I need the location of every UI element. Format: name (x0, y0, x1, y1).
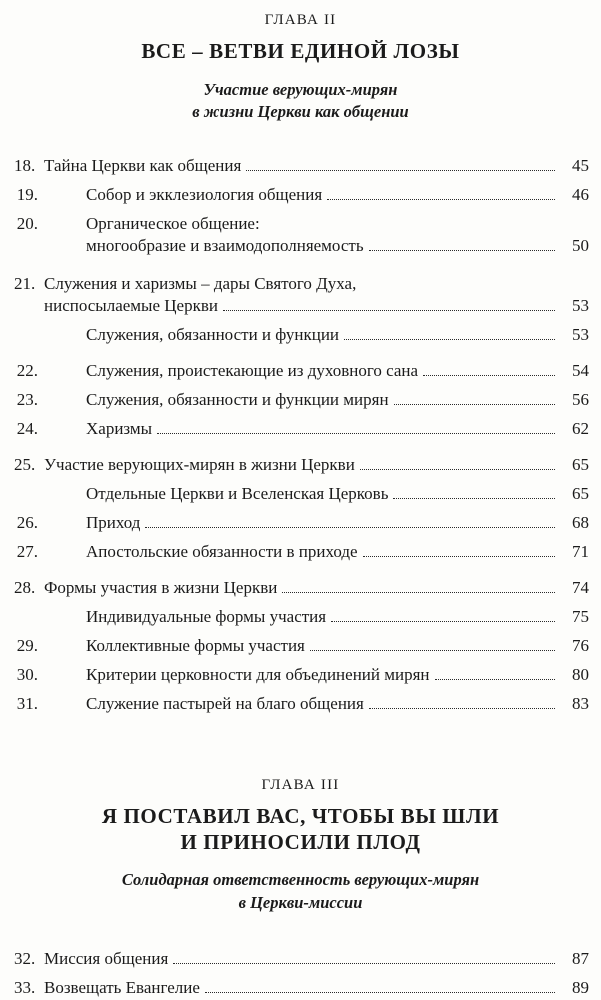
toc-entry-title-wrap (44, 514, 559, 532)
toc-entry-page: 83 (572, 694, 589, 714)
toc-leader-dots (363, 555, 555, 557)
toc-entry-number: 18. (14, 156, 36, 176)
toc-leader-dots (435, 678, 555, 680)
toc-entry-number: 20. (16, 214, 38, 234)
toc-entry-title-wrap (44, 456, 559, 474)
toc-leader-dots (393, 497, 555, 499)
toc-entry-title-wrap (44, 579, 559, 597)
toc-entry-title: Служения, обязанности и функции мирян (86, 390, 389, 410)
toc-entry[interactable] (0, 215, 601, 255)
toc-entry[interactable] (0, 362, 601, 380)
toc-leader-dots (205, 991, 555, 993)
toc-entry-title-wrap (44, 326, 559, 344)
toc-entry-page: 56 (572, 390, 589, 410)
chapter-two-label: ГЛАВА II (264, 12, 337, 28)
toc-leader-dots (360, 468, 555, 470)
toc-entry-page: 76 (572, 636, 589, 656)
toc-entry-page: 50 (572, 236, 589, 256)
toc-entry-title-wrap (44, 362, 559, 380)
toc-entry-page: 62 (572, 419, 589, 439)
toc-entry-page: 68 (572, 513, 589, 533)
toc-entry-number: 22. (16, 361, 38, 381)
toc-entry-title-wrap (44, 950, 559, 968)
chapter-two-title: ВСЕ – ВЕТВИ ЕДИНОЙ ЛОЗЫ (141, 39, 460, 63)
toc-entry-title-line2: многообразие и взаимодополняемость (86, 236, 364, 256)
toc-entry-title-line1: Органическое общение: (86, 214, 260, 234)
toc-entry[interactable] (0, 979, 601, 997)
toc-entry-number: 29. (16, 636, 38, 656)
toc-entry-title-wrap (44, 695, 559, 713)
toc-leader-dots (394, 403, 555, 405)
toc-leader-dots (173, 962, 555, 964)
toc-entry-number: 33. (14, 977, 36, 997)
toc-entry[interactable] (0, 579, 601, 597)
toc-entry-title-wrap (44, 275, 601, 315)
toc-entry-title: Коллективные формы участия (86, 636, 305, 656)
toc-entry-title: Возвещать Евангелие (44, 977, 200, 997)
chapter-three-subtitle (0, 869, 601, 914)
toc-entry-page: 80 (572, 665, 589, 685)
toc-entry[interactable] (0, 391, 601, 409)
toc-entry-number: 31. (16, 694, 38, 714)
toc-entry-page: 74 (572, 578, 589, 598)
toc-entry-title-wrap (44, 637, 559, 655)
toc-entry-number: 25. (14, 455, 36, 475)
toc-entry-title: Харизмы (86, 419, 153, 439)
toc-entry[interactable] (0, 543, 601, 561)
toc-entry-title: Участие верующих-мирян в жизни Церкви (44, 455, 355, 475)
toc-entry-number: 28. (14, 578, 36, 598)
toc-entry[interactable] (0, 950, 601, 968)
toc-entry-title-line2: ниспосылаемые Церкви (44, 296, 218, 316)
toc-entry-title-wrap (44, 186, 559, 204)
toc-entry-page: 87 (572, 948, 589, 968)
toc-leader-dots (282, 591, 555, 593)
toc-entry-number: 26. (16, 513, 38, 533)
toc-entry-page: 65 (572, 455, 589, 475)
toc-entry[interactable] (0, 186, 601, 204)
toc-entry[interactable] (0, 157, 601, 175)
toc-entry-title-wrap (44, 215, 601, 255)
chapter-three-title-line2: И ПРИНОСИЛИ ПЛОД (180, 829, 421, 854)
toc-entry-title: Критерии церковности для объединений мирян (86, 665, 430, 685)
toc-entry-title: Служения, обязанности и функции (86, 325, 340, 345)
toc-entry-title: Приход (86, 513, 141, 533)
toc-leader-dots (145, 526, 555, 528)
toc-entry-page: 71 (572, 542, 589, 562)
toc-entry-title-line2-row (86, 237, 601, 255)
toc-entry-number: 21. (14, 274, 36, 294)
toc-entry[interactable] (0, 637, 601, 655)
toc-entry-title-wrap (44, 420, 559, 438)
toc-entry-page: 65 (572, 484, 589, 504)
chapter-three-label: ГЛАВА III (261, 777, 340, 794)
chapter-two-subtitle (0, 79, 601, 124)
toc-list-chapter-two (0, 157, 601, 713)
toc-entry-title-wrap (44, 666, 559, 684)
toc-entry-title-wrap (44, 391, 559, 409)
toc-entry-title: Собор и экклезиология общения (86, 185, 323, 205)
toc-entry-title: Апостольские обязанности в приходе (86, 542, 358, 562)
toc-entry[interactable] (0, 666, 601, 684)
toc-entry-title-wrap (44, 543, 559, 561)
chapter-three-subtitle-line2: в Церкви-миссии (238, 892, 363, 912)
toc-entry-page: 45 (572, 156, 589, 176)
toc-list-chapter-three (0, 950, 601, 997)
toc-entry-title-wrap (44, 485, 559, 503)
toc-entry-number: 27. (16, 542, 38, 562)
toc-entry-title-line2-row (44, 297, 601, 315)
toc-entry-number: 23. (16, 390, 38, 410)
toc-entry-title: Индивидуальные формы участия (86, 607, 327, 627)
toc-entry[interactable] (0, 456, 601, 474)
toc-entry[interactable] (0, 485, 601, 503)
toc-entry-title-wrap (44, 157, 559, 175)
toc-leader-dots (157, 432, 555, 434)
toc-leader-dots (331, 620, 555, 622)
toc-entry[interactable] (0, 275, 601, 315)
chapter-three-title (0, 804, 601, 855)
toc-leader-dots (423, 374, 555, 376)
toc-leader-dots (310, 649, 555, 651)
toc-entry-number: 19. (16, 185, 38, 205)
toc-entry[interactable] (0, 695, 601, 713)
toc-entry-page: 46 (572, 185, 589, 205)
toc-entry-title-wrap (44, 608, 559, 626)
toc-entry-title: Служения, проистекающие из духовного сана (86, 361, 419, 381)
toc-entry-title: Тайна Церкви как общения (44, 156, 242, 176)
toc-entry-title-line1: Служения и харизмы – дары Святого Духа, (44, 274, 357, 294)
toc-entry-title: Служение пастырей на благо общения (86, 694, 364, 714)
toc-entry[interactable] (0, 326, 601, 344)
toc-entry[interactable] (0, 514, 601, 532)
toc-leader-dots (246, 169, 555, 171)
toc-entry-number: 24. (16, 419, 38, 439)
toc-entry-page: 75 (572, 607, 589, 627)
toc-entry-page: 53 (572, 325, 589, 345)
chapter-three-subtitle-line1: Солидарная ответственность верующих-мирян (121, 870, 480, 890)
section-spacer (0, 713, 601, 777)
toc-entry-page: 54 (572, 361, 589, 381)
toc-leader-dots (369, 707, 555, 709)
chapter-two-heading (0, 0, 601, 123)
chapter-two-subtitle-line1: Участие верующих-мирян (203, 79, 398, 99)
toc-leader-dots (369, 249, 555, 251)
toc-entry-number: 32. (14, 948, 36, 968)
chapter-two-subtitle-line2: в жизни Церкви как общении (192, 101, 409, 121)
toc-entry-page: 89 (572, 977, 589, 997)
toc-entry-title: Формы участия в жизни Церкви (44, 578, 278, 598)
toc-entry-number: 30. (16, 665, 38, 685)
toc-entry-title-wrap (44, 979, 559, 997)
chapter-three-title-line1: Я ПОСТАВИЛ ВАС, ЧТОБЫ ВЫ ШЛИ (101, 804, 500, 829)
toc-entry-title: Миссия общения (44, 948, 169, 968)
toc-leader-dots (344, 338, 555, 340)
toc-entry-page: 53 (572, 296, 589, 316)
toc-entry-title: Отдельные Церкви и Вселенская Церковь (86, 484, 389, 504)
chapter-three-heading (0, 777, 601, 914)
toc-leader-dots (327, 198, 555, 200)
toc-entry[interactable] (0, 420, 601, 438)
toc-entry[interactable] (0, 608, 601, 626)
toc-leader-dots (223, 309, 555, 311)
